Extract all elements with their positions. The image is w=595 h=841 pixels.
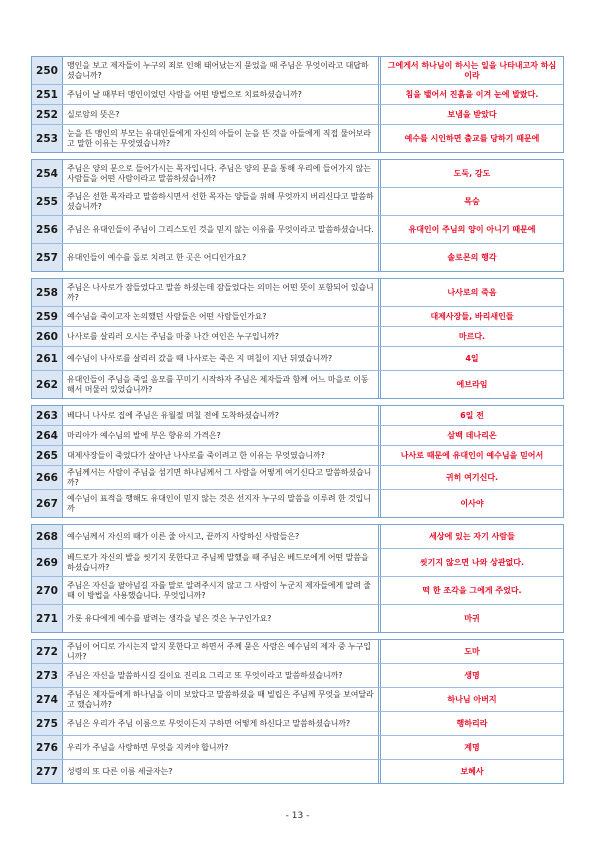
answer-text: 예수를 시인하면 출교를 당하기 때문에: [404, 133, 540, 143]
answer-text: 마귀: [464, 613, 480, 623]
question-row: [32, 216, 563, 244]
question-group: [31, 56, 564, 153]
question-row: [32, 577, 563, 605]
answer-text: 계명: [464, 742, 480, 752]
question-text: 예수님이 나사로를 살리러 갔을 때 나사로는 죽은 지 며칠이 지난 뒤였습니까?: [63, 347, 381, 370]
question-number: 260: [32, 327, 63, 346]
question-number: 271: [32, 605, 63, 632]
question-row: [32, 490, 563, 517]
question-text: 주님은 자신을 팔아넘길 자를 말로 알려주시지 않고 그 사람이 누군지 제자들에게 알려 줄 때 이 방법을 사용했습니다. 무엇입니까?: [63, 577, 381, 604]
answer-text: 떡 한 조각을 그에게 주었다.: [422, 585, 522, 595]
question-number: 274: [32, 688, 63, 711]
question-number: 253: [32, 125, 63, 152]
answer-text: 나사로 때문에 유대인이 예수님을 믿어서: [400, 450, 544, 460]
question-number: 262: [32, 371, 63, 398]
question-group: [31, 405, 564, 518]
answer-text: 귀히 여기신다.: [445, 472, 499, 482]
question-row: [32, 712, 563, 736]
question-text: 주님께서는 사람이 주님을 섬기면 하나님께서 그 사람을 어떻게 여기신다고 말씀하셨습니까?: [63, 466, 381, 489]
question-row: [32, 279, 563, 307]
question-row: [32, 125, 563, 152]
question-text: 실로암의 뜻은?: [63, 105, 381, 124]
question-number: 265: [32, 446, 63, 465]
question-row: [32, 426, 563, 446]
page-number: - 13 -: [285, 811, 310, 821]
answer-text: 도마: [464, 646, 480, 656]
question-row: [32, 85, 563, 105]
question-text: 우리가 주님을 사랑하면 무엇을 지켜야 합니까?: [63, 736, 381, 759]
question-text: 눈을 뜬 맹인의 부모는 유대인들에게 자신의 아들이 눈을 뜬 것을 아들에게 직접 물어보라고 말한 이유는 무엇였습니까?: [63, 125, 381, 152]
question-row: [32, 57, 563, 85]
question-number: 261: [32, 347, 63, 370]
answer-text: 목숨: [464, 196, 480, 206]
question-text: 예수님을 죽이고자 논의했던 사람들은 어떤 사람들인가요?: [63, 307, 381, 326]
question-text: 주님은 양의 문으로 들어가시는 목자입니다. 주님은 양의 문을 통해 우리에 들어가지 않는 사람들을 어떤 사람이라고 말씀하셨습니까?: [63, 160, 381, 187]
question-text: 가룟 유다에게 예수를 팔려는 생각을 넣은 것은 누구인가요?: [63, 605, 381, 632]
question-number: 254: [32, 160, 63, 187]
question-row: [32, 605, 563, 632]
question-text: 주님은 제자들에게 하나님을 이미 보았다고 말씀하셨을 때 빌립은 주님께 무엇을 보여달라고 했습니까?: [63, 688, 381, 711]
question-text: 예수님께서 자신의 때가 이른 줄 아시고, 끝까지 사랑하신 사람들은?: [63, 525, 381, 548]
question-number: 269: [32, 549, 63, 576]
question-row: [32, 244, 563, 271]
question-row: [32, 688, 563, 712]
question-number: 275: [32, 712, 63, 735]
question-text: 주님은 우리가 주님 이름으로 무엇이든지 구하면 어떻게 하신다고 말씀하셨습니까?: [63, 712, 381, 735]
answer-text: 4일: [465, 353, 479, 363]
question-number: 263: [32, 406, 63, 425]
question-text: 주님은 나사로가 잠들었다고 말씀 하셨는데 잠들었다는 의미는 어떤 뜻이 포함되어 있습니까?: [63, 279, 381, 306]
question-row: [32, 549, 563, 577]
question-number: 250: [32, 57, 63, 84]
question-row: [32, 406, 563, 426]
question-text: 예수님이 표적을 행해도 유대인이 믿지 않는 것은 선지자 누구의 말씀을 이루려 한 것입니까: [63, 490, 381, 517]
question-number: 257: [32, 244, 63, 271]
question-number: 267: [32, 490, 63, 517]
question-row: [32, 640, 563, 664]
question-number: 258: [32, 279, 63, 306]
question-row: [32, 446, 563, 466]
answer-text: 유대인이 주님의 양이 아니기 때문에: [408, 224, 536, 234]
question-row: [32, 105, 563, 125]
answer-text: 이사야: [460, 498, 484, 508]
answer-text: 보냄을 받았다: [447, 109, 497, 119]
question-text: 성령의 또 다른 이름 세글자는?: [63, 760, 381, 783]
question-text: 나사로를 살리러 오시는 주님을 마중 나간 여인은 누구입니까?: [63, 327, 381, 346]
question-text: 마리아가 예수님의 발에 부은 향유의 가격은?: [63, 426, 381, 445]
question-text: 베다니 나사로 집에 주님은 유월절 며칠 전에 도착하셨습니까?: [63, 406, 381, 425]
question-row: [32, 347, 563, 371]
question-number: 266: [32, 466, 63, 489]
question-row: [32, 327, 563, 347]
answer-text: 생명: [464, 670, 480, 680]
question-number: 276: [32, 736, 63, 759]
question-row: [32, 307, 563, 327]
question-text: 주님은 선한 목자라고 말씀하시면서 선한 목자는 양들을 위해 무엇까지 버리신다고 말씀하셨습니까?: [63, 188, 381, 215]
question-number: 268: [32, 525, 63, 548]
answer-text: 삼백 데나리온: [447, 430, 497, 440]
answer-text: 나사로의 죽음: [447, 287, 497, 297]
question-row: [32, 371, 563, 398]
question-row: [32, 525, 563, 549]
question-text: 주님은 자신을 말씀하시길 길이요 진리요 그리고 또 무엇이라고 말씀하셨습니까?: [63, 664, 381, 687]
question-row: [32, 188, 563, 216]
answer-text: 도둑, 강도: [453, 168, 491, 178]
question-text: 유대인들이 주님을 죽일 음모를 꾸미기 시작하자 주님은 제자들과 함께 어느 마을로 이동해서 머물러 있었습니까?: [63, 371, 381, 398]
question-text: 베드로가 자신의 발을 씻기지 못한다고 주님께 말했을 때 주님은 베드로에게 어떤 말씀을 하셨습니까?: [63, 549, 381, 576]
answer-text: 씻기지 않으면 나와 상관없다.: [419, 557, 525, 567]
question-text: 대제사장들이 죽었다가 살아난 나사로를 죽이려고 한 이유는 무엇였습니까?: [63, 446, 381, 465]
question-number: 251: [32, 85, 63, 104]
question-number: 252: [32, 105, 63, 124]
question-number: 255: [32, 188, 63, 215]
answer-text: 솔로몬의 행각: [447, 252, 497, 262]
question-group: [31, 524, 564, 633]
question-number: 273: [32, 664, 63, 687]
answer-text: 하나님 아버지: [447, 694, 497, 704]
quiz-table: [31, 56, 564, 790]
question-number: 270: [32, 577, 63, 604]
answer-text: 대제사장들, 바리새인들: [430, 311, 514, 321]
answer-text: 행하리라: [456, 718, 488, 728]
question-text: 주님은 유대인들이 주님이 그리스도인 것을 믿지 않는 이유를 무엇이라고 말씀하셨습니다.: [63, 216, 381, 243]
question-text: 주님이 날 때부터 맹인이었던 사람을 어떤 방법으로 치료하셨습니까?: [63, 85, 381, 104]
answer-text: 6일 전: [460, 410, 484, 420]
question-group: [31, 278, 564, 399]
answer-text: 보혜사: [460, 766, 484, 776]
answer-text: 마르다.: [458, 331, 486, 341]
question-number: 256: [32, 216, 63, 243]
question-row: [32, 160, 563, 188]
question-text: 주님이 어디로 가시는지 알지 못한다고 하면서 주께 묻은 사람은 예수님의 제자 중 누구입니까?: [63, 640, 381, 663]
question-number: 272: [32, 640, 63, 663]
question-text: 맹인을 보고 제자들이 누구의 죄로 인해 태어났는지 묻었을 때 주님은 무엇이라고 대답하셨습니까?: [63, 57, 381, 84]
question-row: [32, 466, 563, 490]
answer-text: 에브라임: [456, 379, 488, 389]
question-number: 264: [32, 426, 63, 445]
question-text: 유대인들이 예수를 돌로 치려고 한 곳은 어디인가요?: [63, 244, 381, 271]
question-group: [31, 159, 564, 272]
question-row: [32, 736, 563, 760]
answer-text: 세상에 있는 자기 사람들: [429, 531, 515, 541]
question-number: 277: [32, 760, 63, 783]
answer-text: 침을 뱉어서 진흙을 이겨 눈에 발랐다.: [405, 89, 539, 99]
question-row: [32, 760, 563, 783]
question-group: [31, 639, 564, 784]
question-number: 259: [32, 307, 63, 326]
answer-text: 그에게서 하나님이 하시는 일을 나타내고자 하심이라: [387, 60, 557, 80]
question-row: [32, 664, 563, 688]
